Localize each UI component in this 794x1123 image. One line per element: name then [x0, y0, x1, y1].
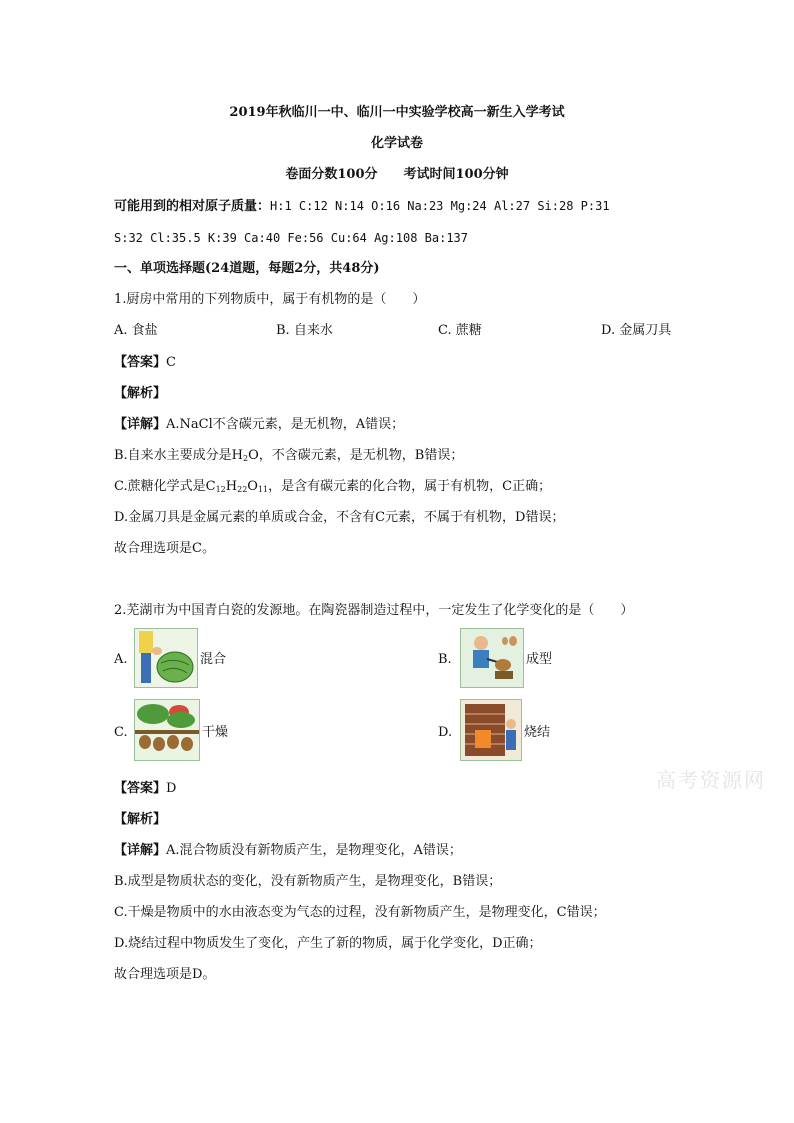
exam-meta: 卷面分数100分 考试时间100分钟	[285, 167, 509, 182]
q2-option-d-text: 烧结	[524, 725, 551, 740]
q1-explanation-b	[114, 447, 463, 465]
watermark: 高考资源网	[656, 768, 766, 792]
mixing-icon	[135, 629, 197, 687]
option-text: 蔗糖	[455, 323, 482, 338]
q2-option-d-letter: D.	[438, 725, 453, 740]
answer-label: 【答案】	[114, 781, 167, 796]
q2-explanation-c: C.干燥是物质中的水由液态变为气态的过程，没有新物质产生，是物理变化，C错误；	[114, 905, 606, 920]
answer-value: C	[166, 355, 176, 370]
drying-illustration	[134, 699, 200, 761]
q2-answer	[114, 780, 176, 798]
q2-explanation-d: D.烧结过程中物质发生了变化，产生了新的物质，属于化学变化，D正确；	[114, 936, 542, 951]
explanation-text: A.NaCl不含碳元素，是无机物，A错误；	[166, 417, 405, 432]
q1-answer	[114, 354, 176, 372]
subscript: 22	[237, 485, 248, 494]
q2-option-a-letter: A.	[114, 652, 128, 667]
q1-explanation-a	[114, 416, 404, 434]
kiln-icon	[461, 700, 521, 760]
subscript: 2	[243, 454, 249, 463]
atomic-mass-values-1: H:1 C:12 N:14 O:16 Na:23 Mg:24 Al:27 Si:28 P:31	[270, 199, 610, 213]
option-text: 金属刀具	[619, 323, 672, 338]
option-letter: D.	[601, 323, 616, 338]
option-letter: B.	[276, 323, 290, 338]
formula-part: H	[225, 479, 238, 494]
explanation-text: A.混合物质没有新物质产生，是物理变化，A错误；	[166, 843, 462, 858]
exam-subtitle: 化学试卷	[370, 136, 423, 151]
q1-option-c	[438, 322, 482, 340]
option-letter: C.	[438, 323, 452, 338]
q2-explanation-b: B.成型是物质状态的变化，没有新物质产生，是物理变化，B错误；	[114, 874, 502, 889]
q2-option-b-text: 成型	[526, 652, 553, 667]
atomic-mass-line-1	[114, 197, 610, 216]
mixing-illustration	[134, 628, 198, 688]
detail-label: 【详解】	[114, 843, 167, 858]
q2-stem: 2.芜湖市为中国青白瓷的发源地。在陶瓷器制造过程中，一定发生了化学变化的是（ ）	[114, 603, 634, 618]
pottery-wheel-icon	[461, 629, 523, 687]
formula-part: ，是含有碳元素的化合物，属于有机物，C正确；	[268, 479, 552, 494]
q1-explanation-d: D.金属刀具是金属元素的单质或合金，不含有C元素，不属于有机物，D错误；	[114, 510, 565, 525]
q2-explanation-a	[114, 842, 462, 860]
q1-option-d	[601, 322, 671, 340]
drying-pots-icon	[135, 700, 199, 760]
formula-part: B.自来水主要成分是H	[114, 448, 244, 463]
sintering-illustration	[460, 699, 522, 761]
q1-option-a	[114, 322, 158, 340]
formula-part: C.蔗糖化学式是C	[114, 479, 216, 494]
option-text: 自来水	[293, 323, 333, 338]
answer-label: 【答案】	[114, 355, 167, 370]
option-letter: A.	[114, 323, 128, 338]
subscript: 11	[257, 485, 269, 494]
q2-option-a-text: 混合	[200, 652, 227, 667]
q2-option-b-letter: B.	[438, 652, 452, 667]
formula-part: O，不含碳元素，是无机物，B错误；	[248, 448, 464, 463]
subscript: 12	[215, 485, 226, 494]
q1-option-b	[276, 322, 333, 340]
exam-title: 2019年秋临川一中、临川一中实验学校高一新生入学考试	[229, 105, 565, 120]
section-heading: 一、单项选择题(24道题，每题2分，共48分)	[114, 261, 380, 276]
q2-analysis-label: 【解析】	[114, 812, 167, 827]
shaping-illustration	[460, 628, 524, 688]
q2-option-c-text: 干燥	[202, 725, 229, 740]
atomic-mass-values-2: S:32 Cl:35.5 K:39 Ca:40 Fe:56 Cu:64 Ag:108 Ba:137	[114, 231, 469, 245]
q1-conclusion: 故合理选项是C。	[114, 541, 215, 556]
atomic-mass-label: 可能用到的相对原子质量：	[114, 199, 271, 214]
answer-value: D	[166, 781, 177, 796]
q1-analysis-label: 【解析】	[114, 386, 167, 401]
formula-part: O	[247, 479, 258, 494]
detail-label: 【详解】	[114, 417, 167, 432]
option-text: 食盐	[131, 323, 158, 338]
q2-option-c-letter: C.	[114, 725, 128, 740]
q2-conclusion: 故合理选项是D。	[114, 967, 216, 982]
q1-explanation-c	[114, 478, 551, 496]
q1-stem: 1.厨房中常用的下列物质中，属于有机物的是（ ）	[114, 292, 426, 307]
